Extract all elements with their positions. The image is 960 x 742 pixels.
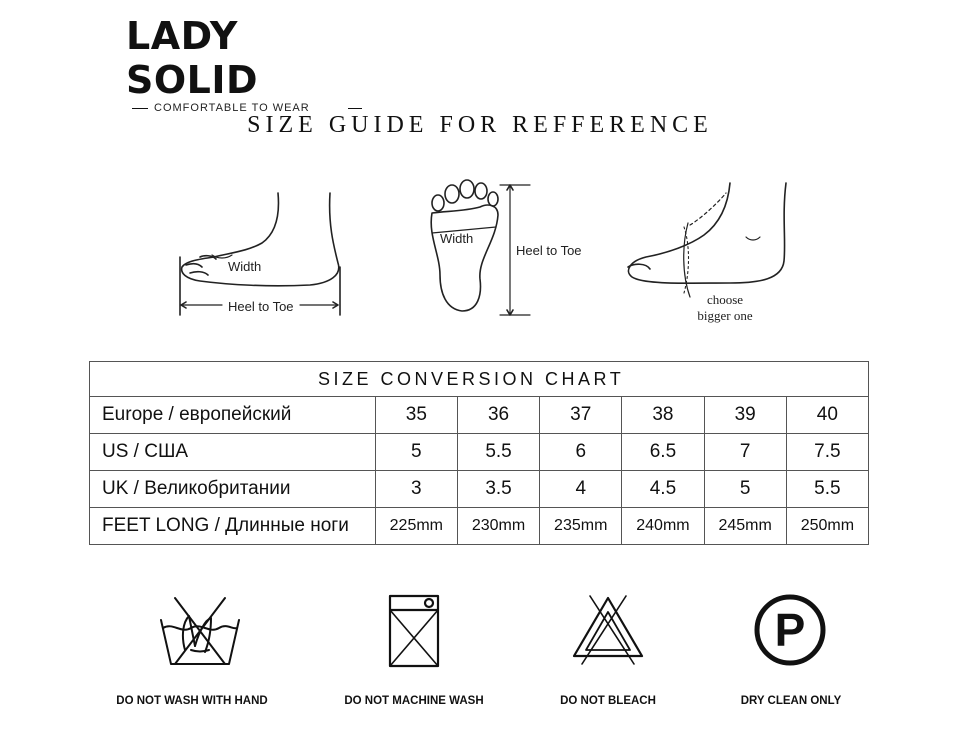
size-conversion-table xyxy=(89,361,869,545)
row-label: US / США xyxy=(90,434,376,471)
table-cell: 5 xyxy=(375,434,457,471)
side-foot-icon xyxy=(180,193,340,315)
table-cell: 5 xyxy=(704,471,786,508)
table-row-europe xyxy=(90,397,869,434)
table-cell: 38 xyxy=(622,397,704,434)
table-cell: 40 xyxy=(786,397,868,434)
row-label: UK / Великобритании xyxy=(90,471,376,508)
table-cell: 3 xyxy=(375,471,457,508)
care-label-machine-wash: DO NOT MACHINE WASH xyxy=(344,695,484,707)
no-bleach-icon xyxy=(508,590,708,670)
tagline-left-rule xyxy=(132,108,148,109)
table-header-row xyxy=(90,362,869,397)
side-width-label: Width xyxy=(228,259,262,274)
table-cell: 35 xyxy=(375,397,457,434)
table-cell: 6 xyxy=(540,434,622,471)
table-cell: 230mm xyxy=(457,508,539,545)
foot-illustrations xyxy=(0,175,960,335)
table-cell: 7 xyxy=(704,434,786,471)
no-hand-wash-icon xyxy=(100,590,300,670)
table-cell: 37 xyxy=(540,397,622,434)
care-label-hand-wash: DO NOT WASH WITH HAND xyxy=(116,695,268,707)
care-label-bleach: DO NOT BLEACH xyxy=(560,695,656,707)
sole-width-label: Width xyxy=(440,231,474,246)
table-cell: 5.5 xyxy=(457,434,539,471)
measurement-diagrams xyxy=(0,175,960,335)
svg-text:P: P xyxy=(774,604,806,656)
tip-line-2: bigger one xyxy=(697,308,753,323)
table-row-us xyxy=(90,434,869,471)
table-cell: 5.5 xyxy=(786,471,868,508)
row-label: FEET LONG / Длинные ноги xyxy=(90,508,376,545)
table-cell: 245mm xyxy=(704,508,786,545)
tagline-right-rule xyxy=(348,108,362,109)
table-cell: 7.5 xyxy=(786,434,868,471)
care-label-dry-clean: DRY CLEAN ONLY xyxy=(740,695,842,707)
table-cell: 250mm xyxy=(786,508,868,545)
brand-logo xyxy=(126,14,366,116)
table-cell: 225mm xyxy=(375,508,457,545)
table-cell: 235mm xyxy=(540,508,622,545)
table-cell: 3.5 xyxy=(457,471,539,508)
row-label: Europe / европейский xyxy=(90,397,376,434)
table-row-feet-long xyxy=(90,508,869,545)
toe-clearance-icon xyxy=(628,183,786,297)
table-cell: 4 xyxy=(540,471,622,508)
table-cell: 240mm xyxy=(622,508,704,545)
table-cell: 6.5 xyxy=(622,434,704,471)
chart-title: SIZE CONVERSION CHART xyxy=(90,362,869,397)
side-length-label: Heel to Toe xyxy=(228,299,294,314)
dry-clean-icon xyxy=(690,590,890,670)
table-cell: 36 xyxy=(457,397,539,434)
tip-line-1: choose xyxy=(706,292,744,307)
sole-length-label: Heel to Toe xyxy=(516,243,582,258)
no-machine-wash-icon xyxy=(314,590,514,670)
brand-tagline: COMFORTABLE TO WEAR xyxy=(154,102,310,114)
table-cell: 4.5 xyxy=(622,471,704,508)
table-cell: 39 xyxy=(704,397,786,434)
page-title: SIZE GUIDE FOR REFFERENCE xyxy=(247,112,713,138)
table-row-uk xyxy=(90,471,869,508)
brand-name: LADY SOLID xyxy=(126,14,259,102)
